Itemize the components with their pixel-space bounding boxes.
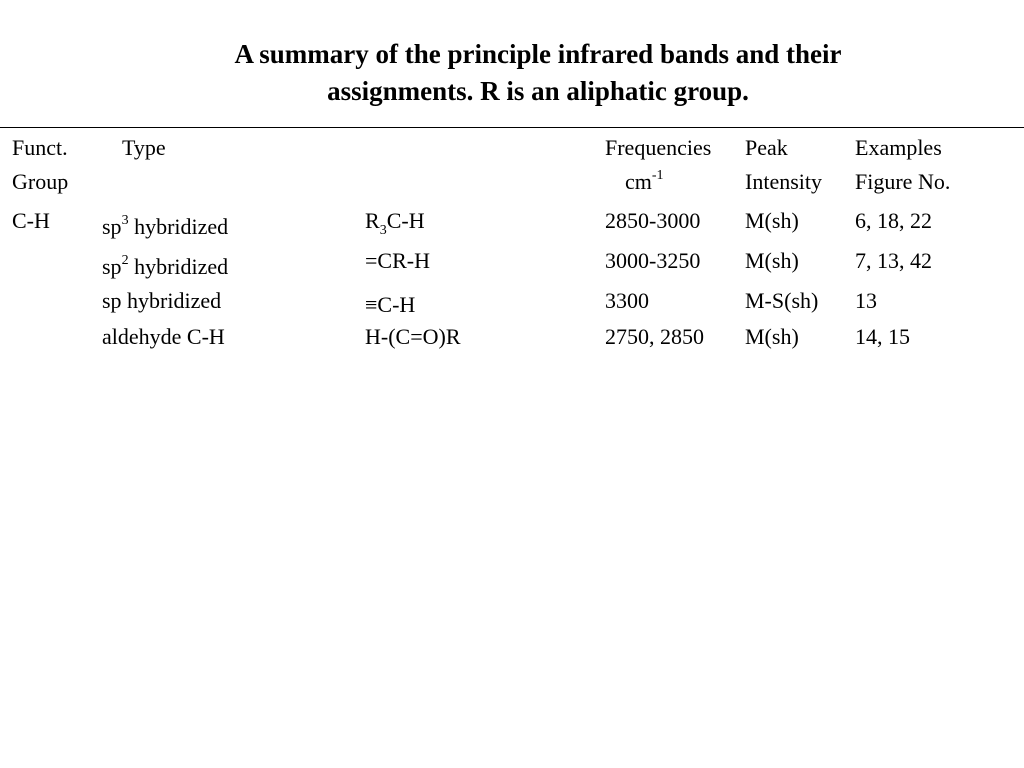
table-row-intensity: M(sh) xyxy=(745,248,799,273)
table-row-formula: $R_3C-H$ xyxy=(365,208,425,238)
functional-group-label: C-H xyxy=(12,208,50,233)
header-divider xyxy=(0,127,1024,128)
title-line-1: A summary of the principle infrared bands and their xyxy=(234,39,842,69)
table-row-intensity: M(sh) xyxy=(745,208,799,233)
table-row-type: sp hybridized xyxy=(102,288,222,313)
table-row-frequency: 3300 xyxy=(605,288,649,313)
table-row-type: aldehyde C-H xyxy=(102,324,225,349)
table-row-formula: =CR-H xyxy=(365,248,430,273)
header-frequencies: Frequencies $cm^{-1}$ xyxy=(605,131,711,203)
table-row-formula: ≡C-H xyxy=(365,292,416,317)
header-examples: Examples Figure No. xyxy=(855,135,951,194)
table-row-examples: 7, 13, 42 xyxy=(855,248,932,273)
header-frequency-unit: $cm^{-1}$ xyxy=(625,168,664,194)
header-type: Type xyxy=(122,135,166,160)
table-row-intensity: M-S(sh) xyxy=(745,288,819,313)
page-title xyxy=(0,36,1024,110)
table-row-frequency: 2850-3000 xyxy=(605,208,701,233)
table-row-examples: 14, 15 xyxy=(855,324,910,349)
table-row-frequency: 3000-3250 xyxy=(605,248,701,273)
header-funct-group: Funct. Group xyxy=(12,135,69,194)
table-row-frequency: 2750, 2850 xyxy=(605,324,704,349)
table-row-examples: 13 xyxy=(855,288,877,313)
title-line-2: assignments. R is an aliphatic group. xyxy=(327,76,749,106)
table-row-type: $sp^2$ hybridized xyxy=(102,253,229,279)
table-row-formula: H-(C=O)R xyxy=(365,324,461,349)
header-peak-intensity: Peak Intensity xyxy=(745,135,822,194)
table-row-intensity: M(sh) xyxy=(745,324,799,349)
table-row-type: $sp^3$ hybridized xyxy=(102,213,229,239)
table-row-examples: 6, 18, 22 xyxy=(855,208,932,233)
